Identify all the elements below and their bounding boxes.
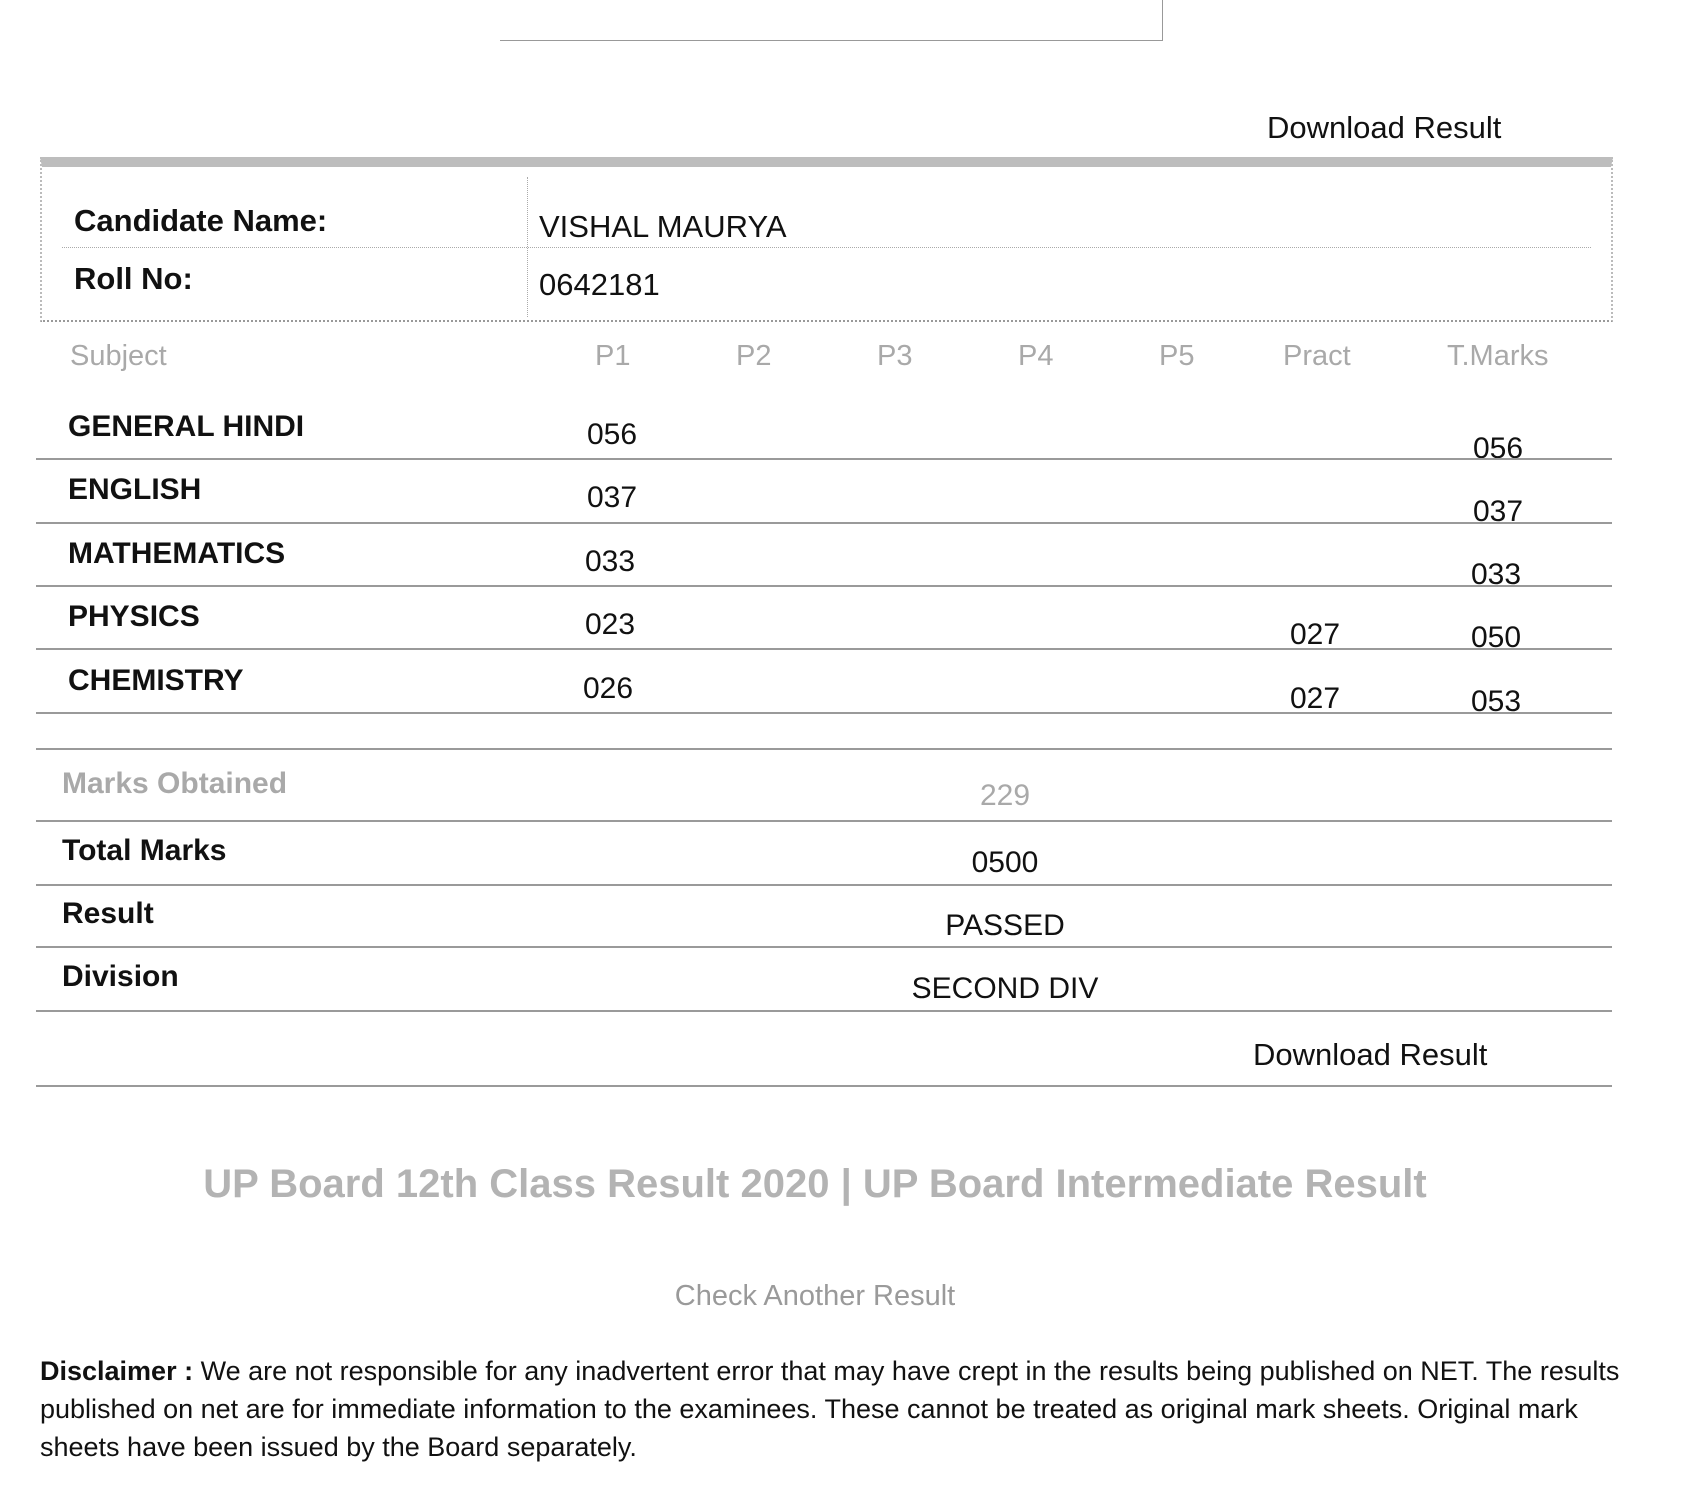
check-another-result-link[interactable]: Check Another Result [674,1280,956,1312]
row-divider [36,1010,1612,1012]
header-p2: P2 [736,340,772,372]
candidate-name-label: Candidate Name: [74,203,328,238]
table-row-total: 050 [1471,621,1522,654]
table-row-p1: 056 [587,418,638,451]
row-divider [36,748,1612,750]
result-label: Result [62,897,154,930]
marks-obtained-value: 229 [979,779,1031,812]
table-row-p1: 037 [587,481,638,514]
header-p3: P3 [877,340,913,372]
header-p4: P4 [1018,340,1054,372]
total-marks-value: 0500 [971,846,1039,879]
table-row-total: 033 [1471,558,1522,591]
top-frame [500,0,1163,41]
marks-obtained-label: Marks Obtained [62,767,288,800]
candidate-info-box [40,157,1613,322]
result-value: PASSED [945,909,1065,942]
roll-no-label: Roll No: [74,261,193,296]
download-result-link-top[interactable]: Download Result [1267,110,1502,145]
disclaimer-text: We are not responsible for any inadvertent error that may have crept in the results being published on NET. The results published on net are for immediate information to the examinees. These cannot be treated as original mark sheets. Original mark sheets have been issued by the Board separately. [40,1356,1620,1462]
header-total-marks: T.Marks [1447,340,1549,372]
table-row-subject: MATHEMATICS [68,537,286,570]
table-row-p1: 023 [585,608,636,641]
row-divider [36,648,1612,650]
header-subject: Subject [70,340,167,372]
disclaimer [40,1352,1620,1466]
row-divider [36,522,1612,524]
result-banner-title: UP Board 12th Class Result 2020 | UP Board Intermediate Result [203,1162,1427,1206]
row-divider [36,820,1612,822]
row-divider [36,946,1612,948]
total-marks-label: Total Marks [62,834,227,867]
roll-no-value: 0642181 [539,267,660,302]
table-row-pract: 027 [1290,618,1341,651]
disclaimer-label: Disclaimer : [40,1356,194,1386]
candidate-row-line [62,247,1591,248]
table-row-p1: 033 [585,545,636,578]
download-result-link-bottom[interactable]: Download Result [1253,1037,1488,1072]
table-row-total: 056 [1473,432,1524,465]
candidate-name-value: VISHAL MAURYA [539,209,787,244]
division-label: Division [62,960,179,993]
division-value: SECOND DIV [911,972,1099,1005]
table-row-pract: 027 [1290,682,1341,715]
row-divider [36,585,1612,587]
table-row-subject: CHEMISTRY [68,664,244,697]
header-p5: P5 [1159,340,1195,372]
row-divider [36,458,1612,460]
row-divider [36,1085,1612,1087]
header-p1: P1 [595,340,631,372]
header-pract: Pract [1283,340,1351,372]
table-row-subject: GENERAL HINDI [68,410,305,443]
table-row-total: 053 [1471,685,1522,718]
table-row-subject: PHYSICS [68,600,200,633]
table-row-p1: 026 [583,672,634,705]
row-divider [36,884,1612,886]
table-row-total: 037 [1473,495,1524,528]
table-row-subject: ENGLISH [68,473,202,506]
row-divider [36,712,1612,714]
